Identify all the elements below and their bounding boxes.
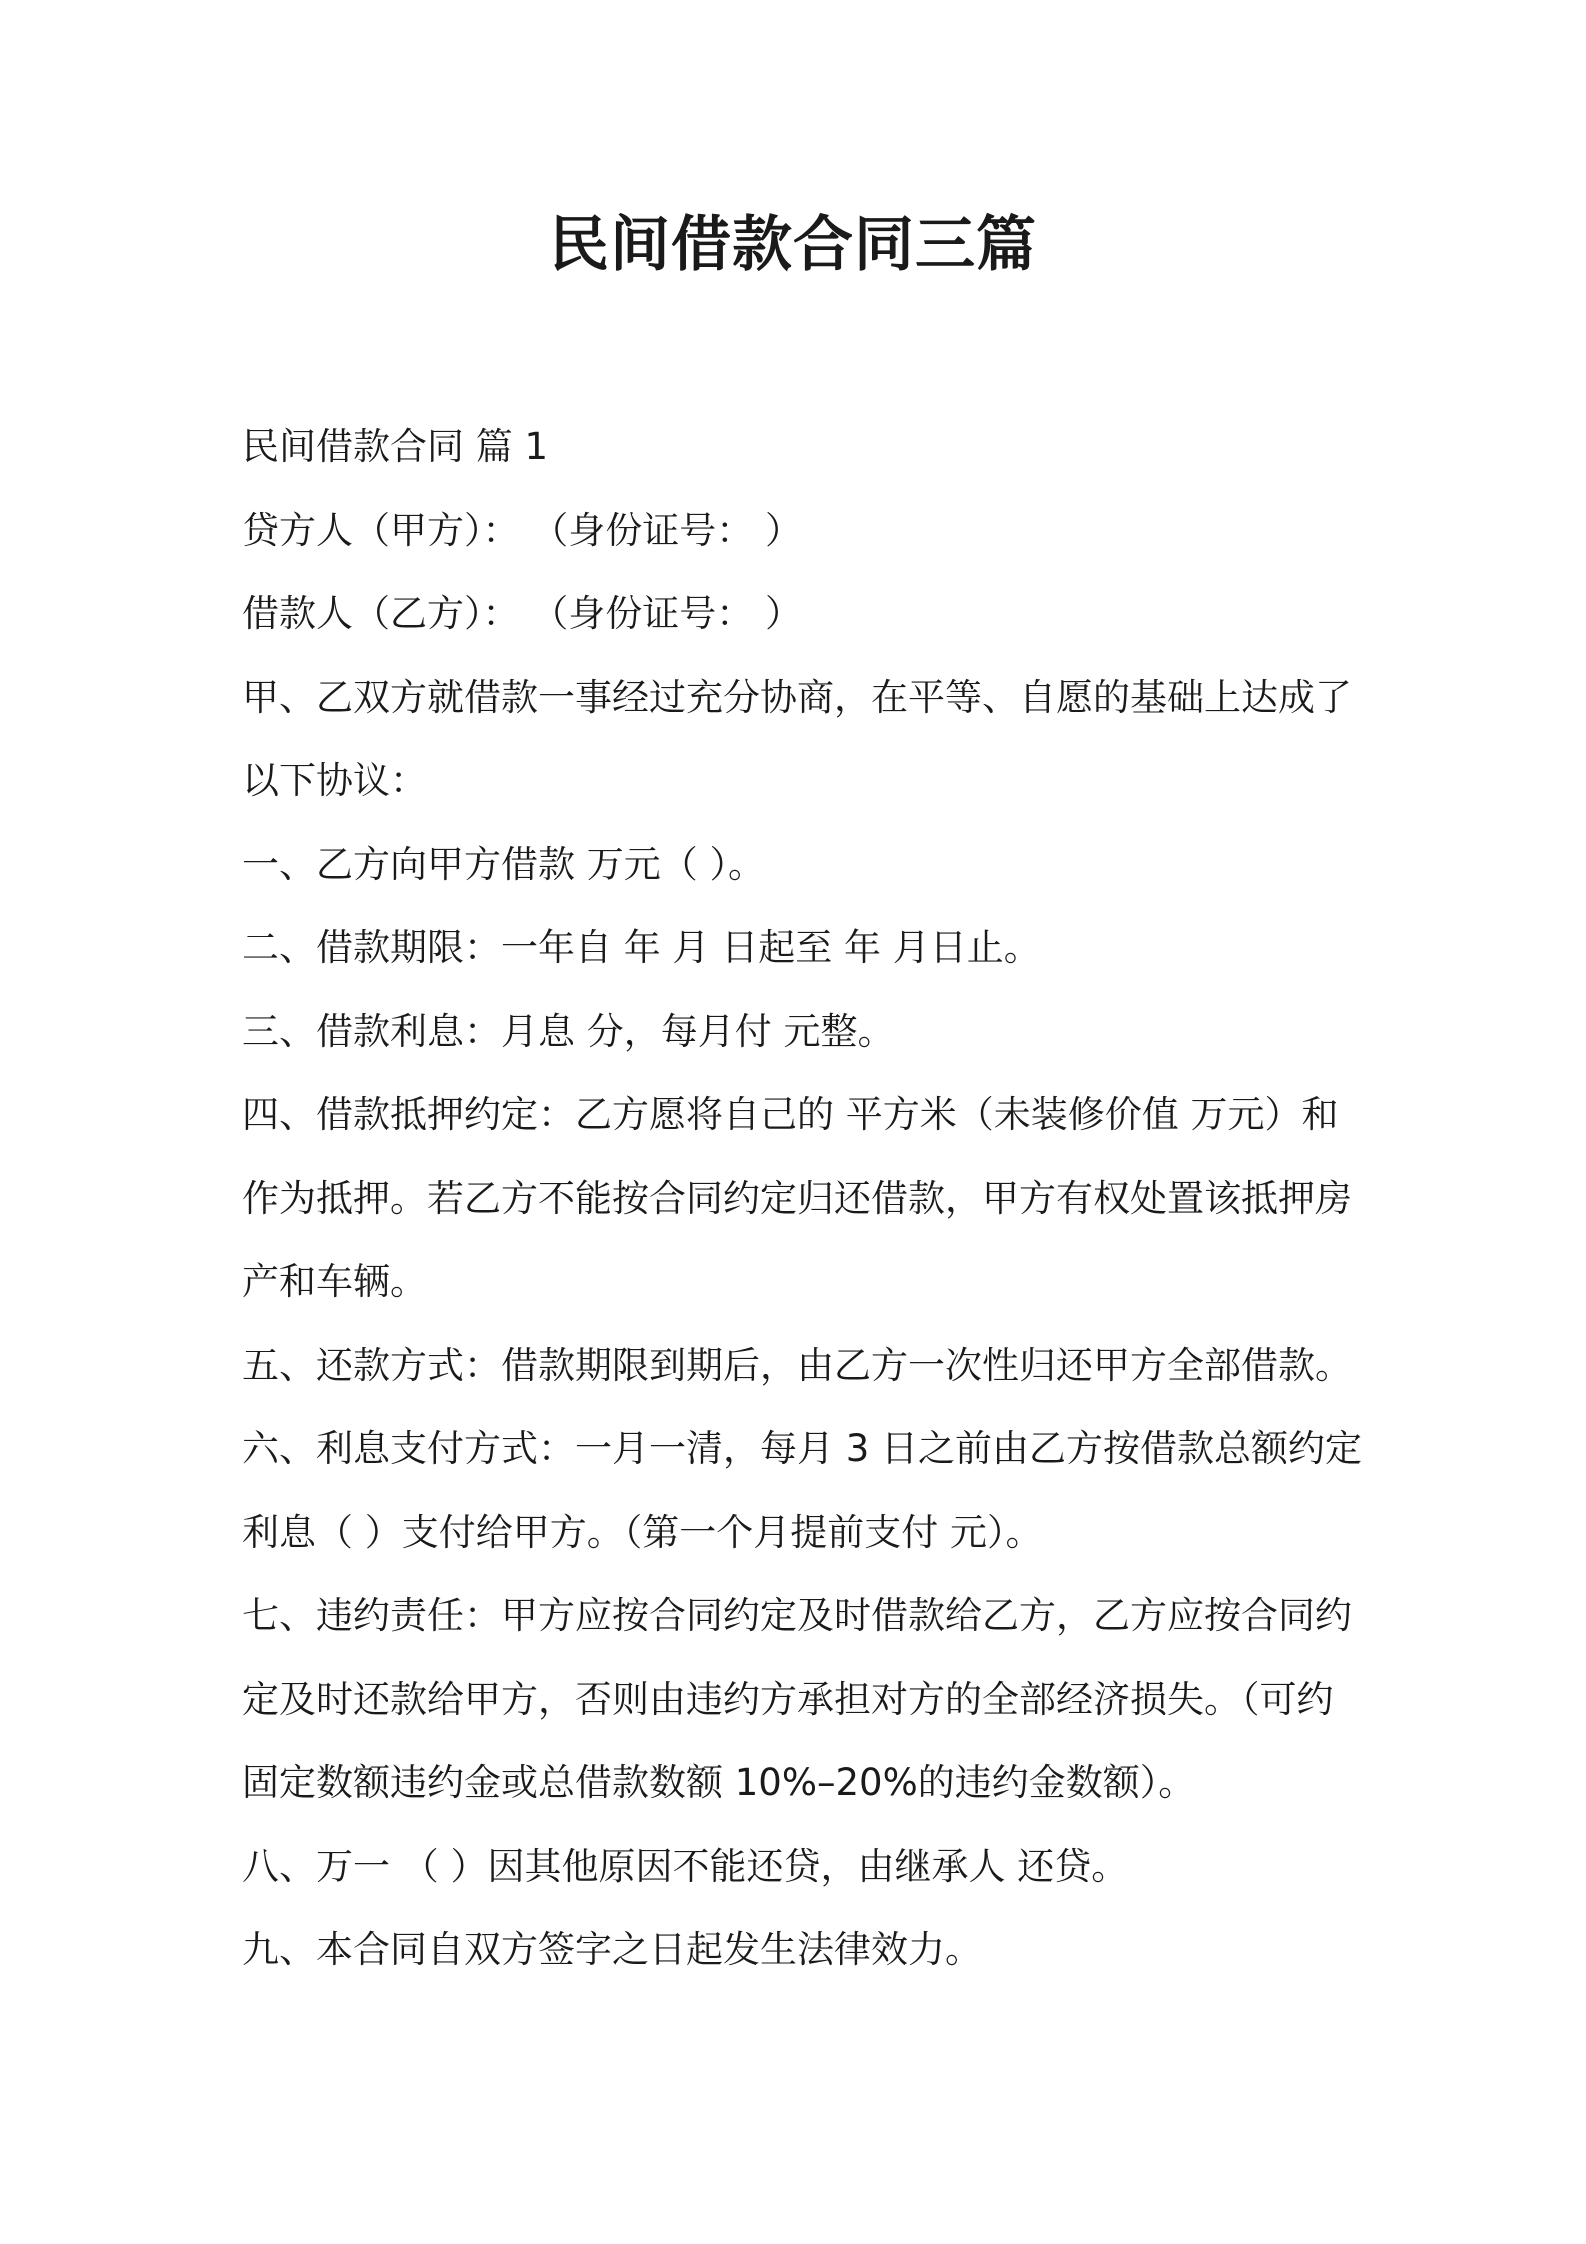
clause-7-line-3: 固定数额违约金或总借款数额 10%–20%的违约金数额）。 xyxy=(242,1761,1196,1804)
clause-6-line-2: 利息（ ）支付给甲方。（第一个月提前支付 元）。 xyxy=(242,1510,1043,1554)
document-body xyxy=(242,405,1362,1992)
clause-7-line-1: 七、违约责任：甲方应按合同约定及时借款给乙方，乙方应按合同约 xyxy=(242,1594,1352,1637)
borrower-line: 借款人（乙方）： （身份证号： ） xyxy=(242,592,803,635)
clause-5: 五、还款方式：借款期限到期后，由乙方一次性归还甲方全部借款。 xyxy=(242,1343,1352,1387)
preamble-line-1: 甲、乙双方就借款一事经过充分协商，在平等、自愿的基础上达成了 xyxy=(242,675,1352,719)
section-heading: 民间借款合同 篇 1 xyxy=(242,425,549,468)
preamble-line-2: 以下协议： xyxy=(242,759,427,802)
clause-1: 一、乙方向甲方借款 万元（ ）。 xyxy=(242,842,766,886)
lender-line: 贷方人（甲方）： （身份证号： ） xyxy=(242,508,803,552)
clause-2: 二、借款期限：一年自 年 月 日起至 年 月日止。 xyxy=(242,926,1041,969)
clause-6-line-1: 六、利息支付方式：一月一清，每月 3 日之前由乙方按借款总额约定 xyxy=(242,1427,1362,1470)
clause-9: 九、本合同自双方签字之日起发生法律效力。 xyxy=(242,1928,982,1971)
clause-7-line-2: 定及时还款给甲方，否则由违约方承担对方的全部经济损失。（可约 xyxy=(242,1677,1334,1721)
clause-4-line-2: 作为抵押。若乙方不能按合同约定归还借款，甲方有权处置该抵押房 xyxy=(242,1176,1352,1220)
clause-4-line-3: 产和车辆。 xyxy=(242,1260,427,1303)
clause-8: 八、万一 （ ）因其他原因不能还贷，由继承人 还贷。 xyxy=(242,1844,1129,1888)
clause-3: 三、借款利息：月息 分，每月付 元整。 xyxy=(242,1009,895,1053)
clause-4-line-1: 四、借款抵押约定：乙方愿将自己的 平方米（未装修价值 万元）和 xyxy=(242,1093,1339,1136)
document-title: 民间借款合同三篇 xyxy=(549,210,1037,280)
